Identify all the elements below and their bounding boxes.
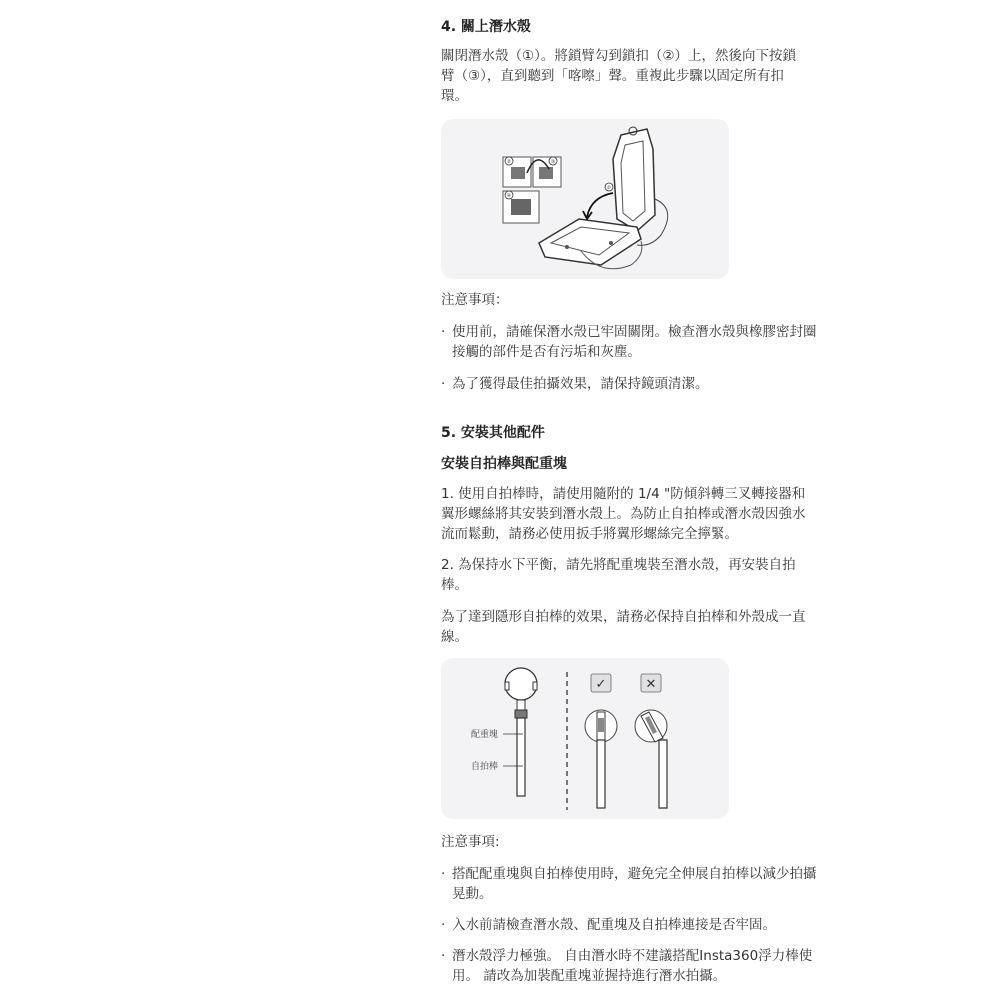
bullet-dot: · [441, 866, 446, 882]
callout-label: ④ [506, 193, 512, 199]
text-line: 搭配配重塊與自拍棒使用時，避免完全伸展自拍棒以減少拍攝 [452, 866, 817, 882]
bullet-dot: · [441, 948, 446, 964]
text-line: 棒。 [441, 577, 468, 593]
check-icon: ✓ [595, 677, 607, 692]
cross-icon: ✕ [645, 677, 657, 692]
text-line: 臂（③），直到聽到「喀嚓」聲。重複此步驟以固定所有扣 [441, 68, 784, 84]
callout-label: ① [606, 185, 612, 191]
weight-label: 配重塊 [471, 730, 499, 740]
text-line: 關閉潛水殼（①）。將鎖臂勾到鎖扣（②）上，然後向下按鎖 [441, 48, 796, 64]
text-line: 環。 [441, 88, 468, 104]
note-title: 注意事項： [441, 292, 509, 308]
step-1-paragraph [441, 484, 841, 544]
section-4-paragraph [441, 46, 841, 106]
text-line: 翼形螺絲將其安裝到潛水殼上。為防止自拍棒或潛水殼因強水 [441, 506, 806, 522]
callout-label: ② [506, 159, 512, 165]
text-line: 為了達到隱形自拍棒的效果，請務必保持自拍棒和外殼成一直 [441, 609, 806, 625]
section-5-heading: 5. 安裝其他配件 [441, 425, 545, 441]
text-line: 流而鬆動，請務必使用扳手將翼形螺絲完全擰緊。 [441, 526, 738, 542]
step-2-paragraph [441, 555, 841, 595]
text-line: 入水前請檢查潛水殼、配重塊及自拍棒連接是否牢固。 [452, 917, 776, 933]
close-housing-illustration [441, 119, 729, 279]
alignment-paragraph [441, 607, 841, 647]
text-line: 潛水殼浮力極強。 自由潛水時不建議搭配Insta360浮力棒使 [452, 948, 813, 964]
text-line: 用。 請改為加裝配重塊並握持進行潛水拍攝。 [452, 968, 727, 984]
note-item [441, 374, 841, 394]
text-line: 晃動。 [452, 886, 493, 902]
text-line: 1. 使用自拍棒時，請使用隨附的 1/4 "防傾斜轉三叉轉接器和 [441, 486, 806, 502]
stick-label: 自拍棒 [471, 762, 499, 772]
text-line: 接觸的部件是否有污垢和灰塵。 [452, 344, 641, 360]
note-item [441, 322, 841, 362]
selfie-stick-diagram [441, 658, 729, 819]
note-title: 注意事項: [441, 834, 500, 850]
selfie-stick-illustration [441, 658, 729, 819]
text-line: 使用前，請確保潛水殼已牢固關閉。檢查潛水殼與橡膠密封圈 [452, 324, 817, 340]
section-4-heading: 4. 關上潛水殼 [441, 19, 531, 35]
housing-diagram [441, 119, 729, 279]
bullet-dot: · [441, 324, 446, 340]
note-item [441, 946, 841, 986]
note-item [441, 915, 841, 935]
note-item [441, 864, 841, 904]
section-5-subheading: 安裝自拍棒與配重塊 [441, 456, 567, 472]
bullet-dot: · [441, 376, 446, 392]
text-line: 為了獲得最佳拍攝效果，請保持鏡頭清潔。 [452, 376, 709, 392]
callout-label: ③ [550, 159, 556, 165]
bullet-dot: · [441, 917, 446, 933]
text-line: 2. 為保持水下平衡，請先將配重塊裝至潛水殼，再安裝自拍 [441, 557, 796, 573]
text-line: 線。 [441, 629, 468, 645]
